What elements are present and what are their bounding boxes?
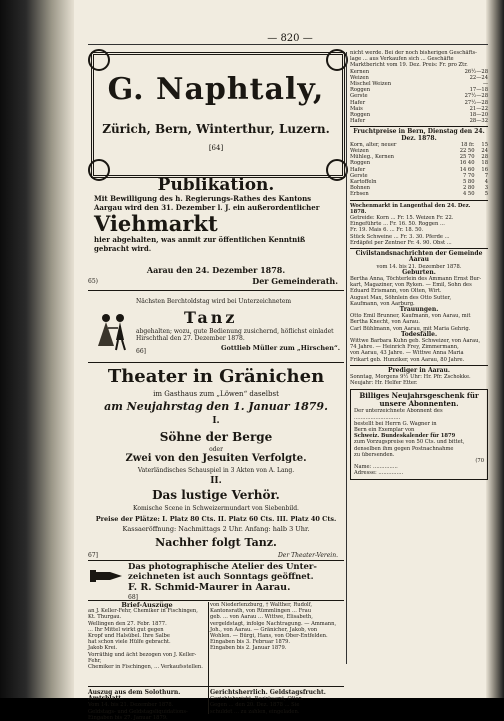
coupon-line: zum Vorzugspreise von 50 Cts. und bittet,	[354, 439, 465, 446]
coupon-line: Adresse: ...............	[354, 470, 404, 477]
ornamental-frame	[91, 52, 345, 178]
table-cell: 7	[484, 172, 488, 179]
excerpt-heading: Auszug aus dem Solothurn. Amtsblatt.	[88, 689, 181, 703]
solothurn-excerpt	[88, 690, 206, 721]
table-cell: 18—20	[469, 112, 488, 119]
table-cell: Gerste	[350, 93, 368, 100]
table-cell: 27½—28	[464, 99, 488, 106]
table-cell: 21—22	[469, 105, 488, 112]
table-cell: Bohnen	[350, 185, 371, 192]
notice-line: Eingaben bis 3. Februar 1879.	[210, 639, 291, 646]
table-cell: Gerste	[350, 172, 368, 179]
table-row	[350, 118, 488, 124]
page-edge	[486, 0, 504, 698]
ticket-prices: Preise der Plätze: I. Platz 80 Cts. II. Platz 60 Cts. III. Platz 40 Cts.	[95, 515, 337, 523]
section-divider	[350, 126, 488, 127]
ad-reference: 67]	[88, 552, 98, 559]
text-line: Neujahr: Hr. Helfer Etter.	[350, 380, 418, 387]
dance-text	[136, 328, 342, 342]
text-line: lage ... aus Verkaufen sich ... Geschäfte	[350, 56, 454, 63]
table-cell: 22 50	[459, 148, 475, 155]
ad-reference: (70	[475, 457, 484, 464]
excerpt-line: Vom 14. bis 21. Dezember 1878.	[88, 702, 174, 709]
letter-line: Vorräthig und ächt bezogen von J. Keller-Fehr,	[88, 651, 197, 664]
play-title: Das lustige Verhör.	[152, 488, 280, 502]
text-line: Bertha Knecht, von Aarau.	[350, 319, 420, 326]
notice-line: vergeldstagt, infolge Nachtragung. — Ammann,	[210, 620, 337, 627]
subscription-coupon	[350, 389, 488, 479]
text-line: Getreide: Korn ... Fr. 15. Weizen Fr. 22.	[350, 215, 454, 222]
text-line: Kaufmann, von Aarburg.	[350, 300, 415, 307]
theater-venue: im Gasthaus zum „Löwen“ daselbst	[153, 390, 279, 398]
letter-line: Kropf und Halsübel. Ihre Salbe	[88, 633, 170, 640]
section-divider	[88, 686, 344, 687]
text-line: Erdäpfel per Zentner Fr. 4. 90. Obst ...	[350, 239, 452, 246]
letter-line: an J. Keller-Fehr, Chemiker in Fischingen,	[88, 608, 198, 615]
publication-line: Aargau wird den 31. Dezember l. J. ein außerordentlicher	[94, 202, 320, 212]
ad-reference: 65)	[88, 278, 98, 285]
dance-intro: Nächsten Berchtoldstag wird bei Unterzeichnetem	[136, 298, 292, 305]
left-column	[88, 50, 344, 721]
dance-line: abgehalten; wozu, gute Bedienung zusichernd, höflichst einladet	[136, 328, 334, 335]
civil-registry-period: vom 14. bis 21. Dezember 1878.	[376, 263, 462, 270]
notice-line: von Niederlenzburg, † Walther, Rudolf,	[210, 602, 313, 608]
notice-line: Kantonsrath, von Rümmlingen ... Frau	[210, 608, 312, 615]
section-divider	[350, 248, 488, 249]
dance-signature: Gottlieb Müller zum „Hirschen“.	[221, 344, 340, 352]
header-rule	[88, 44, 488, 45]
letter-line: Wellingen den 27. Febr. 1877.	[88, 620, 167, 627]
table-cell: 28—32	[469, 118, 488, 125]
notice-line: geb. ... von Aarau ... Wittwe, Elisabeth,	[210, 614, 313, 621]
text-line: Bertha Anna, Töchterlein des Ammann Ernst Bur-	[350, 275, 482, 282]
table-cell: Erbsen	[350, 191, 369, 198]
letter-line: hat schon viele Hülfe gebracht.	[88, 639, 171, 646]
table-cell: 16 40	[459, 160, 475, 167]
dancing-couple-illustration	[92, 310, 134, 352]
text-line: von Aarau, 43 Jahre. — Wittwe Anna Maria	[350, 350, 464, 357]
letter-heading: Brief-Auszüge	[121, 601, 173, 609]
table-cell: Korn, alter, neuer	[350, 141, 397, 148]
table-cell: Hafer	[350, 166, 366, 173]
photo-atelier-ad	[88, 562, 344, 602]
coupon-line: denselben ihm gegen Postnachnahme	[354, 445, 454, 452]
letter-line: Chemiker in Fischingen, ... Verkaufsstellen.	[88, 664, 203, 671]
text-line: Marktbericht vom 19. Dez. Preis: Fr. pro Ztr.	[350, 62, 468, 69]
text-line: nicht werde. Bei der noch bisherigen Geschäfts-	[350, 50, 477, 56]
photo-atelier-name: F. R. Schmid-Maurer in Aarau.	[128, 582, 291, 593]
frame-ornament	[88, 49, 110, 71]
text-line: Wittwe Barbara Kuhn geb. Schweizer, von Aarau,	[350, 337, 481, 344]
book-gutter	[0, 0, 74, 698]
table-cell: Hafer	[350, 99, 366, 106]
table-cell: 18	[481, 160, 488, 167]
table-cell: 15	[481, 141, 488, 148]
text-line: Carl Bühlmann, von Aarau, mit Maria Gehrig.	[350, 325, 471, 332]
court-line: Gerichtsbericht, Bezirksamt, Olten.	[210, 696, 304, 703]
publication-title: Publikation.	[157, 175, 275, 195]
letter-excerpts	[88, 602, 206, 670]
deaths-heading: Todesfälle.	[400, 330, 438, 338]
bern-price-table	[350, 142, 488, 198]
notice-line: Joh., von Aarau. — Gränicher, Jakob, von	[210, 626, 318, 633]
table-cell: 28	[481, 154, 488, 161]
photo-atelier-title: Das photographische Atelier des Unter-zeichneten ist auch Sonntags geöffnet.	[128, 562, 317, 582]
section-divider	[88, 362, 344, 363]
ad-reference: [64]	[208, 144, 224, 152]
marriages-list	[350, 313, 488, 332]
ad-reference: 66]	[136, 348, 146, 355]
marriages-heading: Trauungen.	[399, 305, 439, 313]
right-column	[350, 50, 488, 665]
text-line: kart, Magaziner, von Ryken. — Emil, Sohn des	[350, 282, 472, 289]
market-intro	[350, 50, 488, 69]
play-oder: oder	[209, 446, 223, 453]
market-heading: Wochenmarkt in Langenthal den 24. Dez. 1878.	[350, 202, 471, 215]
pointing-hand-icon	[88, 564, 124, 588]
letter-line: ... Ihr Mittel wirkt gut gegen	[88, 626, 164, 633]
table-cell: Mais	[350, 105, 363, 112]
text-line: Sonntag, Morgens 9½ Uhr: Hr. Pfr. Zschokke.	[350, 373, 471, 380]
play-number: I.	[212, 416, 220, 426]
coupon-line: bestellt bei Herrn G. Wagner in	[354, 420, 437, 427]
theater-after: Nachher folgt Tanz.	[155, 536, 277, 549]
play-description: Komische Scene in Schweizermundart von Siebenbild.	[133, 505, 299, 512]
dance-title: Tanz	[184, 308, 238, 327]
table-cell: 17—18	[469, 87, 488, 94]
table-cell: 27½—28	[464, 93, 488, 100]
publication-line: hier abgehalten, was anmit zur öffentlichen Kenntniß	[94, 235, 306, 244]
table-cell: 24	[481, 148, 488, 155]
table-cell: 5	[484, 191, 488, 198]
table-cell: —	[482, 81, 488, 88]
table-cell: Mühleg., Kernen	[350, 154, 395, 161]
table-cell: 3	[484, 185, 488, 192]
text-line: Fr. 19. Mais 6. ... Fr. 18. 50.	[350, 227, 424, 234]
preachers-heading: Prediger in Aarau.	[387, 366, 450, 374]
column-divider	[208, 602, 209, 714]
play-number: II.	[210, 476, 222, 486]
table-cell: Roggen	[350, 87, 371, 94]
table-cell: Weizen	[350, 148, 369, 155]
publication-line: Mit Bewilligung des h. Regierungs-Rathes des Kantons	[94, 194, 312, 203]
publication-date: Aarau den 24. Dezember 1878.	[146, 265, 286, 275]
table-cell: 22—24	[469, 74, 488, 81]
court-line: schuldet ... zu zahlen, eingeladen.	[210, 708, 300, 715]
play-subtitle: Zwei von den Jesuiten Verfolgte.	[125, 453, 307, 464]
notice-line: Eingaben bis 2. Januar 1879.	[210, 645, 287, 652]
table-cell: 4	[484, 179, 488, 186]
table-cell: 2 80	[462, 185, 475, 192]
table-cell: Kernen	[350, 68, 370, 75]
coupon-line: Der unterzeichnete Abonnent des	[354, 408, 443, 415]
excerpt-line: Geldstags- und Geldstagsliquidations-	[88, 708, 188, 715]
publication-headline: Viehmarkt	[94, 211, 218, 236]
text-line: Eduard Erismann, von Olten, Wirt.	[350, 288, 442, 295]
section-divider	[350, 365, 488, 366]
column-divider	[346, 52, 347, 664]
theater-date: am Neujahrstag den 1. Januar 1879.	[104, 400, 328, 413]
section-divider	[88, 560, 344, 561]
letter-line: Kt. Thurgau.	[88, 614, 122, 621]
text-line: Otto Emil Brunner, Kaufmann, von Aarau, mit	[350, 313, 471, 320]
letter-line: Jakob Krei.	[88, 645, 118, 652]
excerpt-line: Eingaben bis 27. Januar 1879.	[88, 714, 168, 721]
publication-signature: Der Gemeinderath.	[252, 276, 338, 286]
table-cell: Hafer	[350, 118, 366, 125]
table-row	[350, 191, 488, 197]
market-heading: Fruchtpreise in Bern, Dienstag den 24. Dez. 1878.	[353, 128, 485, 142]
text-line: August Max, Söhnlein des Otto Sutter,	[350, 294, 452, 301]
section-divider	[88, 290, 344, 291]
table-cell: 25 70	[459, 154, 475, 161]
coupon-line: zu übersenden.	[354, 451, 395, 458]
play-title: Söhne der Berge	[159, 430, 273, 444]
dance-ad	[88, 296, 344, 360]
grain-price-table	[350, 69, 488, 125]
court-heading: Gerichtsherrlich. Geldstagsfrucht.	[210, 689, 326, 696]
advertiser-cities: Zürich, Bern, Winterthur, Luzern.	[102, 122, 330, 136]
box-office-times: Kassaeröffnung: Nachmittags 2 Uhr. Anfang: halb 3 Uhr.	[122, 525, 310, 533]
coupon-line: Name: ...............	[354, 464, 398, 471]
table-cell: 4 50	[462, 191, 475, 198]
theater-signature: Der Theater-Verein.	[278, 552, 338, 559]
advertiser-name: G. Naphtaly,	[107, 72, 325, 107]
publication-line: gebracht wird.	[94, 243, 152, 253]
coupon-line: Schweiz. Bundeskalender für 1879	[354, 433, 456, 440]
text-line: Stück Schweine ... Fr. 3. 30. Pferde ...	[350, 233, 450, 240]
notice-line: Wohlen. — Bürgi, Hans, von Ober-Entfelden.	[210, 633, 328, 640]
table-cell: Kartoffeln	[350, 179, 377, 186]
ad-reference: 68]	[128, 594, 138, 601]
publication-text	[94, 195, 340, 253]
table-cell: 5 80	[462, 179, 475, 186]
court-line: Gegen ... den 20. Dez. 1878 ... Sie	[210, 702, 300, 709]
coupon-line: Bern ein Exemplar von	[354, 426, 415, 433]
coupon-title: Billiges Neujahrsgeschenk für unsere Abonnenten.	[359, 391, 479, 409]
text-line: Eingeführte ... Fr. 16. 50. Roggen ...	[350, 221, 445, 228]
table-cell: Weizen	[350, 74, 369, 81]
text-line: 74 Jahre. — Heinrich Frey, Zimmermann,	[350, 344, 459, 351]
text-line: Frikart geb. Hunziker, von Aarau, 80 Jahre.	[350, 356, 465, 363]
dance-line: Hirschthal den 27. Dezember 1878.	[136, 335, 245, 342]
theater-title: Theater in Gränichen	[107, 366, 325, 387]
table-cell: 26½—28	[464, 68, 488, 75]
weekly-market	[350, 203, 488, 246]
table-cell: Mischel Weizen	[350, 81, 392, 88]
court-notice	[210, 690, 342, 715]
page-number: — 820 —	[267, 33, 313, 44]
coupon-line: ............................	[354, 414, 401, 421]
legal-notices	[210, 602, 342, 652]
deaths-list	[350, 338, 488, 363]
section-divider	[350, 200, 488, 201]
frame-ornament	[326, 49, 348, 71]
table-cell: 18 fr.	[460, 141, 475, 148]
play-description: Vaterländisches Schauspiel in 3 Akten von A. Lang.	[137, 467, 295, 474]
table-cell: Roggen	[350, 160, 371, 167]
table-cell: 7 70	[462, 172, 475, 179]
theater-footer	[88, 552, 344, 559]
civil-registry-heading: Civilstandsnachrichten der Gemeinde Aarau	[355, 250, 483, 264]
births-heading: Geburten.	[402, 268, 436, 276]
table-cell: Roggen	[350, 112, 371, 119]
table-cell: 14 60	[459, 166, 475, 173]
births-list	[350, 276, 488, 307]
table-cell: 16	[481, 166, 488, 173]
